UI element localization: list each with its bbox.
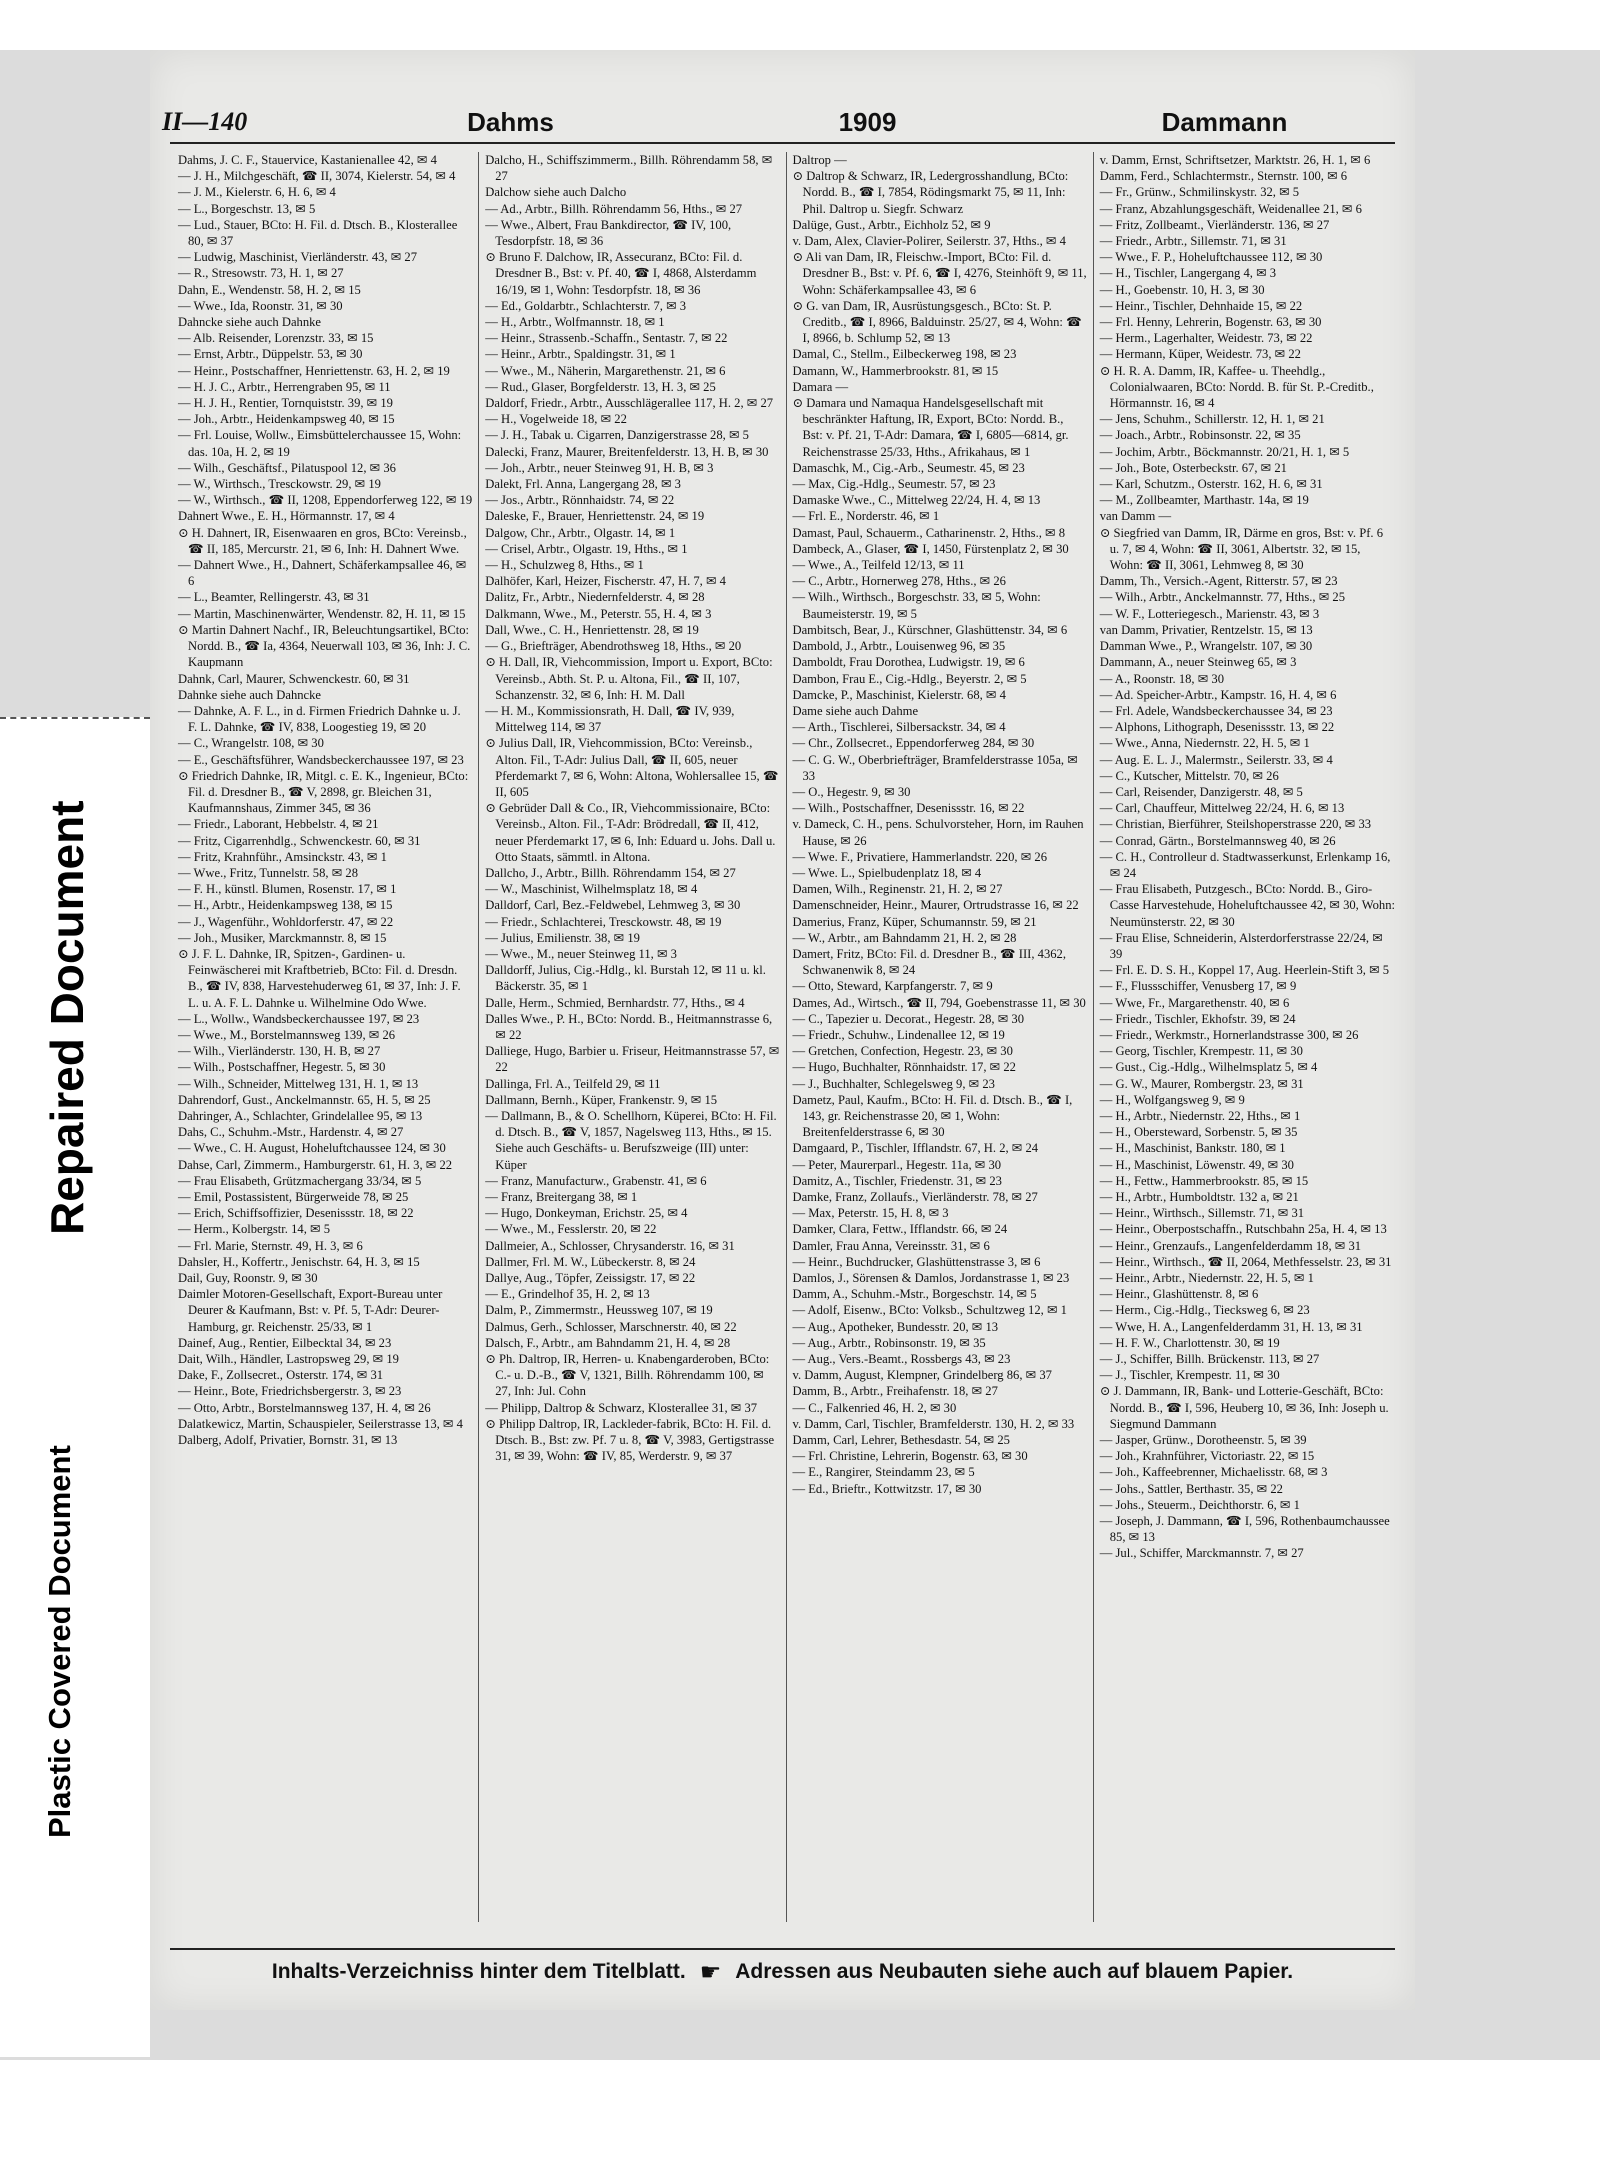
directory-entry: — Johs., Sattler, Berthastr. 35, ✉ 22: [1099, 1481, 1283, 1496]
directory-entry: — G. W., Maurer, Rombergstr. 23, ✉ 31: [1099, 1076, 1304, 1091]
directory-entry: Dallmeier, A., Schlosser, Chrysanderstr. 16, ✉ 31: [485, 1238, 735, 1253]
directory-entry: — E., Geschäftsführer, Wandsbeckerchaussee 197, ✉ 23: [178, 752, 464, 767]
directory-entry: Daimler Motoren-Gesellschaft, Export-Bureau unter Deurer & Kaufmann, Bst: v. Pf. 5, T-Adr: Deurer-Hamburg, gr. Reichenstr. 25/33, ✉ 1: [178, 1287, 443, 1334]
page-header: [162, 102, 1403, 142]
directory-entry: — Jos., Arbtr., Rönnhaidstr. 74, ✉ 22: [485, 493, 675, 508]
directory-entry: — C. G. W., Oberbriefträger, Bramfelderstrasse 105a, ✉ 33: [792, 752, 1078, 783]
column-1: [172, 152, 479, 1922]
directory-entry: — Joh., Arbtr., Heidenkampsweg 40, ✉ 15: [178, 412, 395, 427]
directory-entry: Damker, Clara, Fettw., Ifflandstr. 66, ✉ 24: [792, 1222, 1008, 1237]
directory-entry: — Wwe., M., Fesslerstr. 20, ✉ 22: [485, 1222, 657, 1237]
directory-entry: — Wwe., Albert, Frau Bankdirector, ☎ IV, 100, Tesdorpfstr. 18, ✉ 36: [485, 217, 732, 249]
directory-entry: — Friedr., Schuhw., Lindenallee 12, ✉ 19: [792, 1027, 1005, 1042]
directory-entry: — Friedr., Werkmstr., Hornerlandstrasse 300, ✉ 26: [1099, 1027, 1359, 1042]
header-rule: [170, 142, 1395, 144]
directory-entry: — Alb. Reisender, Lorenzstr. 33, ✉ 15: [178, 331, 374, 346]
directory-entry: — Joh., Bote, Osterbeckstr. 67, ✉ 21: [1099, 460, 1287, 475]
directory-entry: ⊙ Ph. Daltrop, IR, Herren- u. Knabengarderoben, BCto: C.- u. D.-B., ☎ V, 1321, Billh. Röhrendamm 100, ✉ 27, Inh: Jul. Cohn: [485, 1352, 770, 1399]
directory-entry: Damm, Th., Versich.-Agent, Ritterstr. 57, ✉ 23: [1099, 574, 1338, 589]
directory-entry: ⊙ G. van Dam, IR, Ausrüstungsgesch., BCto: St. P. Creditb., ☎ I, 8966, Balduinstr. 25/27, ✉ 4, Wohn: ☎ I, 8966, b. Schlump 52, ✉ 13: [792, 298, 1082, 346]
directory-entry: — Max, Peterstr. 15, H. 8, ✉ 3: [792, 1206, 949, 1221]
directory-entry: Dalhöfer, Karl, Heizer, Fischerstr. 47, H. 7, ✉ 4: [485, 574, 726, 589]
directory-entry: — Hugo, Buchhalter, Rönnhaidstr. 17, ✉ 22: [792, 1060, 1016, 1075]
directory-entry: — Heinr., Buchdrucker, Glashüttenstrasse 3, ✉ 6: [792, 1254, 1041, 1269]
directory-entry: Dallcho, J., Arbtr., Billh. Röhrendamm 154, ✉ 27: [485, 865, 736, 880]
directory-entry: — Heinr., Postschaffner, Henriettenstr. 63, H. 2, ✉ 19: [178, 363, 450, 378]
directory-entry: Dainef, Aug., Rentier, Eilbecktal 34, ✉ 23: [178, 1335, 392, 1350]
directory-entry: v. Damm, Ernst, Schriftsetzer, Marktstr. 26, H. 1, ✉ 6: [1099, 153, 1371, 167]
directory-entry: Damal, C., Stellm., Eilbeckerweg 198, ✉ 23: [792, 347, 1017, 362]
directory-entry: Damenschneider, Heinr., Maurer, Ortrudstrasse 16, ✉ 22: [792, 898, 1079, 913]
header-year: 1909: [838, 106, 897, 137]
directory-entry: ⊙ Gebrüder Dall & Co., IR, Viehcommissionaire, BCto: Vereinsb., Alton. Fil., T-Adr: Brödredall, ☎ II, 412, neuer Pferdemarkt 17, ✉ 6, Inh: Eduard u. Johs. Dall u. Otto Staats, sämmtl. in Altona.: [485, 801, 776, 864]
directory-entry: — Wwe, Fr., Margarethenstr. 40, ✉ 6: [1099, 995, 1290, 1010]
directory-entry: — Fritz, Krahnführ., Amsinckstr. 43, ✉ 1: [178, 849, 387, 864]
header-left-word: Dahms: [467, 106, 554, 137]
directory-entry: — L., Beamter, Rellingerstr. 43, ✉ 31: [178, 590, 370, 605]
directory-entry: — Joh., Kaffeebrenner, Michaelisstr. 68, ✉ 3: [1099, 1465, 1328, 1480]
directory-entry: — Gretchen, Confection, Hegestr. 23, ✉ 30: [792, 1044, 1013, 1059]
page-number: II—140: [162, 107, 248, 136]
directory-entry: Damler, Frau Anna, Vereinsstr. 31, ✉ 6: [792, 1238, 990, 1253]
directory-entry: — Gust., Cig.-Hdlg., Wilhelmsplatz 5, ✉ 4: [1099, 1060, 1318, 1075]
directory-entry: — G., Briefträger, Abendrothsweg 18, Hths., ✉ 20: [485, 639, 742, 654]
directory-entry: Damm, Ferd., Schlachtermstr., Sternstr. 100, ✉ 6: [1099, 169, 1348, 184]
directory-entry: — W., Arbtr., am Bahndamm 21, H. 2, ✉ 28: [792, 930, 1017, 945]
directory-entry: — R., Stresowstr. 73, H. 1, ✉ 27: [178, 266, 344, 281]
directory-entry: — Otto, Steward, Karpfangerstr. 7, ✉ 9: [792, 979, 993, 994]
directory-entry: — H., Maschinist, Löwenstr. 49, ✉ 30: [1099, 1157, 1294, 1172]
directory-entry: — F. H., künstl. Blumen, Rosenstr. 17, ✉ 1: [178, 882, 397, 897]
directory-entry: Dalitz, Fr., Arbtr., Niedernfelderstr. 4, ✉ 28: [485, 590, 705, 605]
directory-entry: — Herm., Kolbergstr. 14, ✉ 5: [178, 1222, 330, 1237]
directory-entry: — Max, Cig.-Hdlg., Seumestr. 57, ✉ 23: [792, 477, 996, 492]
directory-entry: van Damm, Privatier, Rentzelstr. 15, ✉ 13: [1099, 622, 1313, 637]
directory-entry: Dallye, Aug., Töpfer, Zeissigstr. 17, ✉ 22: [485, 1271, 696, 1286]
directory-entry: ⊙ Philipp Daltrop, IR, Lackleder-fabrik, BCto: H. Fil. d. Dtsch. B., Bst: zw. Pf. 7 u. 8, ☎ V, 3983, Gertigstrasse 31, ✉ 39, Wohn: ☎ IV, 85, Werderstr. 9, ✉ 37: [485, 1416, 775, 1464]
footer-address-note: Adressen aus Neubauten siehe auch auf blauem Papier.: [735, 1960, 1294, 1983]
directory-entry: — Arth., Tischlerei, Silbersackstr. 34, ✉ 4: [792, 720, 1006, 735]
directory-entry: — Heinr., Strassenb.-Schaffn., Sentastr. 7, ✉ 22: [485, 331, 728, 346]
directory-page: [150, 50, 1415, 2010]
directory-entry: — Frl. Adele, Wandsbeckerchaussee 34, ✉ 23: [1099, 703, 1333, 718]
directory-entry: Dalles Wwe., P. H., BCto: Nordd. B., Heitmannstrasse 6, ✉ 22: [485, 1011, 773, 1042]
directory-entry: Dahms, J. C. F., Stauervice, Kastanienallee 42, ✉ 4: [178, 153, 437, 167]
directory-entry: — Fritz, Zollbeamt., Vierländerstr. 136, ✉ 27: [1099, 217, 1330, 232]
directory-entry: — Lud., Stauer, BCto: H. Fil. d. Dtsch. B., Klosterallee 80, ✉ 37: [178, 217, 458, 249]
directory-entry: — Ad., Arbtr., Billh. Röhrendamm 56, Hths., ✉ 27: [485, 201, 743, 216]
directory-entry: — Ernst, Arbtr., Düppelstr. 53, ✉ 30: [178, 347, 363, 362]
directory-entry: — Peter, Maurerparl., Hegestr. 11a, ✉ 30: [792, 1157, 1002, 1172]
directory-entry: — Jul., Schiffer, Marckmannstr. 7, ✉ 27: [1099, 1546, 1304, 1561]
directory-entry: — C., Arbtr., Hornerweg 278, Hths., ✉ 26: [792, 574, 1006, 589]
plastic-covered-document-label: Plastic Covered Document: [42, 1445, 77, 1838]
directory-entry: — Heinr., Tischler, Dehnhaide 15, ✉ 22: [1099, 298, 1303, 313]
directory-entry: — J., Wagenführ., Wohldorferstr. 47, ✉ 22: [178, 914, 394, 929]
directory-entry: — Philipp, Daltrop & Schwarz, Klosterallee 31, ✉ 37: [485, 1400, 758, 1415]
directory-entry: — C., Falkenried 46, H. 2, ✉ 30: [792, 1400, 957, 1415]
directory-entry: Damman Wwe., P., Wrangelstr. 107, ✉ 30: [1099, 639, 1313, 654]
directory-entry: Damm, B., Arbtr., Freihafenstr. 18, ✉ 27: [792, 1384, 998, 1399]
directory-entry: — Carl, Reisender, Danzigerstr. 48, ✉ 5: [1099, 784, 1303, 799]
directory-entry: Daleske, F., Brauer, Henriettenstr. 24, ✉ 19: [485, 509, 705, 524]
directory-entry: ⊙ J. F. L. Dahnke, IR, Spitzen-, Gardinen- u. Feinwäscherei mit Kraftbetrieb, BCto: Fil. d. Dresdn. B., ☎ IV, 838, Harvestehuderweg 61, ✉ 37, Inh: J. F. L. u. A. F. L. Dahnke u. Wilhelmine Odo Wwe.: [178, 946, 461, 1010]
directory-entry: Dahnert Wwe., E. H., Hörmannstr. 17, ✉ 4: [178, 509, 395, 524]
directory-entry: — Heinr., Wirthsch., Sillemstr. 71, ✉ 31: [1099, 1206, 1305, 1221]
directory-entry: — Wwe., Ida, Roonstr. 31, ✉ 30: [178, 298, 343, 313]
directory-entry: Dahringer, A., Schlachter, Grindelallee 95, ✉ 13: [178, 1108, 423, 1123]
directory-entry: — Wwe., Anna, Niedernstr. 22, H. 5, ✉ 1: [1099, 736, 1310, 751]
column-2: [479, 152, 786, 1922]
directory-entry: — Aug. E. L. J., Malermstr., Seilerstr. 33, ✉ 4: [1099, 752, 1333, 767]
directory-entry: — Wilh., Postschaffner, Hegestr. 5, ✉ 30: [178, 1060, 386, 1075]
directory-entry: — Friedr., Schlachterei, Tresckowstr. 48, ✉ 19: [485, 914, 722, 929]
directory-entry: — Aug., Vers.-Beamt., Rossbergs 43, ✉ 23: [792, 1352, 1011, 1367]
directory-entry: — Jasper, Grünw., Dorotheenstr. 5, ✉ 39: [1099, 1433, 1307, 1448]
directory-entry: — H., Arbtr., Heidenkampsweg 138, ✉ 15: [178, 898, 393, 913]
directory-entry: — Joh., Krahnführer, Victoriastr. 22, ✉ 15: [1099, 1449, 1315, 1464]
directory-entry: — Friedr., Arbtr., Sillemstr. 71, ✉ 31: [1099, 234, 1287, 249]
directory-entry: Dahn, E., Wendenstr. 58, H. 2, ✉ 15: [178, 282, 361, 297]
column-3: [787, 152, 1094, 1922]
directory-entry: — Fritz, Cigarrenhdlg., Schwenckestr. 60, ✉ 31: [178, 833, 421, 848]
directory-entry: — Wwe., M., Borstelmannsweg 139, ✉ 26: [178, 1027, 396, 1042]
header-right-word: Dammann: [1161, 106, 1288, 137]
directory-entry: — Chr., Zollsecret., Eppendorferweg 284, ✉ 30: [792, 736, 1035, 751]
directory-entry: — Herm., Lagerhalter, Weidestr. 73, ✉ 22: [1099, 331, 1313, 346]
directory-entry: ⊙ Ali van Dam, IR, Fleischw.-Import, BCto: Fil. d. Dresdner B., Bst: v. Pf. 6, ☎ I, 4276, Steinhöft 9, ✉ 11, Wohn: Schäferkampsallee 43, ✉ 6: [792, 250, 1087, 297]
directory-entry: ⊙ Julius Dall, IR, Viehcommission, BCto: Vereinsb., Alton. Fil., T-Adr: Julius Dall, ☎ II, 605, neuer Pferdemarkt 7, ✉ 6, Wohn: Altona, Wohlersallee 15, ☎ II, 605: [485, 736, 779, 799]
footer-index-note: Inhalts-Verzeichniss hinter dem Titelblatt.: [271, 1960, 686, 1983]
directory-entry: — H., Arbtr., Wolfmannstr. 18, ✉ 1: [485, 315, 665, 330]
directory-entry: Dalmus, Gerh., Schlosser, Marschnerstr. 40, ✉ 22: [485, 1319, 737, 1334]
directory-entry: Dallmann, Bernh., Küper, Frankenstr. 9, ✉ 15: [485, 1092, 718, 1107]
directory-entry: Damlos, J., Sörensen & Damlos, Jordanstrasse 1, ✉ 23: [792, 1271, 1070, 1286]
directory-entry: Dahse, Carl, Zimmerm., Hamburgerstr. 61, H. 3, ✉ 22: [178, 1157, 453, 1172]
directory-entry: ⊙ Bruno F. Dalchow, IR, Assecuranz, BCto: Fil. d. Dresdner B., Bst: v. Pf. 40, ☎ I, 4868, Alsterdamm 16/19, ✉ 1, Wohn: Tesdorpfstr. 18, ✉ 36: [485, 250, 757, 297]
directory-entry: — Aug., Arbtr., Robinsonstr. 19, ✉ 35: [792, 1335, 986, 1350]
directory-entry: Dahnke siehe auch Dahncke: [178, 687, 322, 702]
directory-entry: van Damm —: [1099, 509, 1172, 524]
directory-entry: — L., Borgeschstr. 13, ✉ 5: [178, 201, 316, 216]
directory-entry: Dambitsch, Bear, J., Kürschner, Glashüttenstr. 34, ✉ 6: [792, 622, 1068, 637]
directory-entry: — Otto, Arbtr., Borstelmannsweg 137, H. 4, ✉ 26: [178, 1400, 431, 1415]
directory-entry: — Ed., Goldarbtr., Schlachterstr. 7, ✉ 3: [485, 298, 687, 313]
directory-entry: v. Damm, Carl, Tischler, Bramfelderstr. 130, H. 2, ✉ 33: [792, 1416, 1075, 1431]
directory-entry: Dallmer, Frl. M. W., Lübeckerstr. 8, ✉ 24: [485, 1254, 696, 1269]
directory-entry: Dambon, Frau E., Cig.-Hdlg., Beyerstr. 2, ✉ 5: [792, 671, 1027, 686]
directory-entry: Dahnk, Carl, Maurer, Schwenckestr. 60, ✉ 31: [178, 671, 410, 686]
directory-entry: — Ed., Brieftr., Kottwitzstr. 17, ✉ 30: [792, 1481, 982, 1496]
directory-entry: Damen, Wilh., Reginenstr. 21, H. 2, ✉ 27: [792, 882, 1003, 897]
directory-entry: — Dallmann, B., & O. Schellhorn, Küperei, BCto: H. Fil. d. Dtsch. B., ☎ V, 1857, Nagelsweg 113, Hths., ✉ 15. Siehe auch Geschäfts- u. Berufszweige (III) unter: Küper: [485, 1108, 777, 1172]
directory-entry: — Franz, Abzahlungsgeschäft, Weidenallee 21, ✉ 6: [1099, 201, 1362, 216]
directory-entry: Dahsler, H., Koffertr., Jenischstr. 64, H. 3, ✉ 15: [178, 1254, 420, 1269]
directory-entry: — Joseph, J. Dammann, ☎ I, 596, Rothenbaumchaussee 85, ✉ 13: [1099, 1514, 1390, 1545]
directory-entry: — Georg, Tischler, Krempestr. 11, ✉ 30: [1099, 1044, 1303, 1059]
directory-entry: — Frau Elisabeth, Putzgesch., BCto: Nordd. B., Giro-Casse Harvestehude, Hoheluftchaussee 42, ✉ 30, Wohn: Neumünsterstr. 22, ✉ 30: [1099, 882, 1396, 929]
directory-entry: — Heinr., Arbtr., Niedernstr. 22, H. 5, ✉ 1: [1099, 1271, 1314, 1286]
directory-entry: — H. J. C., Arbtr., Herrengraben 95, ✉ 11: [178, 379, 391, 394]
directory-entry: — Wwe., Fritz, Tunnelstr. 58, ✉ 28: [178, 865, 358, 880]
directory-entry: — M., Zollbeamter, Marthastr. 14a, ✉ 19: [1099, 493, 1309, 508]
directory-entry: Dait, Wilh., Händler, Lastropsweg 29, ✉ 19: [178, 1352, 399, 1367]
directory-entry: — C., Kutscher, Mittelstr. 70, ✉ 26: [1099, 768, 1279, 783]
footer-rule: [170, 1948, 1395, 1950]
directory-entry: ⊙ H. Dall, IR, Viehcommission, Import u. Export, BCto: Vereinsb., Abth. St. P. u. Altona, Fil., ☎ II, 107, Schanzenstr. 32, ✉ 6, Inh: H. M. Dall: [485, 655, 773, 702]
directory-entry: Dall, Wwe., C. H., Henriettenstr. 28, ✉ 19: [485, 622, 699, 637]
directory-entry: — H., Tischler, Langergang 4, ✉ 3: [1099, 266, 1277, 281]
directory-entry: — Joach., Arbtr., Robinsonstr. 22, ✉ 35: [1099, 428, 1301, 443]
directory-entry: ⊙ Daltrop & Schwarz, IR, Ledergrosshandlung, BCto: Nordd. B., ☎ I, 7854, Rödingsmarkt 75, ✉ 11, Inh: Phil. Daltrop u. Siegfr. Schwarz: [792, 169, 1069, 216]
directory-entry: ⊙ Siegfried van Damm, IR, Därme en gros, Bst: v. Pf. 6 u. 7, ✉ 4, Wohn: ☎ II, 3061, Albertstr. 32, ✉ 15, Wohn: ☎ II, 3061, Lehmweg 8, ✉ 30: [1099, 525, 1384, 573]
directory-entry: — L., Wollw., Wandsbeckerchaussee 197, ✉ 23: [178, 1011, 420, 1026]
directory-entry: Dahs, C., Schuhm.-Mstr., Hardenstr. 4, ✉ 27: [178, 1125, 404, 1140]
directory-entry: v. Damm, August, Klempner, Grindelberg 86, ✉ 37: [792, 1368, 1052, 1383]
directory-entry: Dambeck, A., Glaser, ☎ I, 1450, Fürstenplatz 2, ✉ 30: [792, 541, 1069, 556]
column-4: [1094, 152, 1401, 1922]
directory-entry: Dalatkewicz, Martin, Schauspieler, Seilerstrasse 13, ✉ 4: [178, 1416, 463, 1431]
entry-columns: [172, 152, 1401, 1922]
directory-entry: — Martin, Maschinenwärter, Wendenstr. 82, H. 11, ✉ 15: [178, 606, 466, 621]
directory-entry: Damaschk, M., Cig.-Arb., Seumestr. 45, ✉ 23: [792, 460, 1025, 475]
directory-entry: — W., Maschinist, Wilhelmsplatz 18, ✉ 4: [485, 882, 698, 897]
page-footer: [170, 1955, 1395, 1989]
directory-entry: — Frau Elise, Schneiderin, Alsterdorferstrasse 22/24, ✉ 39: [1099, 930, 1383, 961]
directory-entry: — E., Grindelhof 35, H. 2, ✉ 13: [485, 1287, 650, 1302]
directory-entry: — Emil, Postassistent, Bürgerweide 78, ✉ 25: [178, 1190, 409, 1204]
directory-entry: Dahncke siehe auch Dahnke: [178, 315, 322, 330]
directory-entry: — Wwe., F. P., Hoheluftchaussee 112, ✉ 30: [1099, 250, 1323, 265]
directory-entry: Dalüge, Gust., Arbtr., Eichholz 52, ✉ 9: [792, 217, 991, 232]
directory-entry: — Karl, Schutzm., Osterstr. 162, H. 6, ✉ 31: [1099, 477, 1323, 492]
cut-line: [0, 717, 150, 719]
directory-entry: ⊙ Damara und Namaqua Handelsgesellschaft mit beschränkter Haftung, IR, Export, BCto: Nordd. B., Bst: v. Pf. 21, T-Adr: Damara, ☎ I, 6805—6814, gr. Reichenstrasse 25/33, Hths., Afrikahaus, ✉ 1: [792, 396, 1069, 459]
directory-entry: — Erich, Schiffsoffizier, Desenissstr. 18, ✉ 22: [178, 1206, 414, 1221]
directory-entry: Damerius, Franz, Küper, Schumannstr. 59, ✉ 21: [792, 914, 1037, 929]
directory-entry: Dalsch, F., Arbtr., am Bahndamm 21, H. 4, ✉ 28: [485, 1335, 731, 1350]
directory-entry: ⊙ H. Dahnert, IR, Eisenwaaren en gros, BCto: Vereinsb., ☎ II, 185, Mercurstr. 21, ✉ 6, Inh: H. Dahnert Wwe.: [178, 525, 467, 556]
directory-entry: — J., Schiffer, Billh. Brückenstr. 113, ✉ 27: [1099, 1352, 1320, 1367]
directory-entry: Dallinga, Frl. A., Teilfeld 29, ✉ 11: [485, 1076, 661, 1091]
directory-entry: Dalliege, Hugo, Barbier u. Friseur, Heitmannstrasse 57, ✉ 22: [485, 1044, 780, 1075]
directory-entry: — Jens, Schuhm., Schillerstr. 12, H. 1, ✉ 21: [1099, 412, 1325, 427]
directory-entry: — H. J. H., Rentier, Tornquiststr. 39, ✉ 19: [178, 396, 393, 411]
directory-entry: Dames, Ad., Wirtsch., ☎ II, 794, Goebenstrasse 11, ✉ 30: [792, 995, 1086, 1010]
directory-entry: — Conrad, Gärtn., Borstelmannsweg 40, ✉ 26: [1099, 833, 1336, 848]
directory-entry: — Wwe., A., Teilfeld 12/13, ✉ 11: [792, 558, 965, 573]
directory-entry: — J. H., Milchgeschäft, ☎ II, 3074, Kielerstr. 54, ✉ 4: [178, 169, 456, 184]
directory-entry: — Joh., Arbtr., neuer Steinweg 91, H. B, ✉ 3: [485, 460, 714, 475]
directory-entry: — Heinr., Oberpostschaffn., Rutschbahn 25a, H. 4, ✉ 13: [1099, 1222, 1387, 1237]
directory-entry: — Dahnert Wwe., H., Dahnert, Schäferkampsallee 46, ✉ 6: [178, 558, 467, 589]
directory-entry: — Wilh., Wirthsch., Borgeschstr. 33, ✉ 5, Wohn: Baumeisterstr. 19, ✉ 5: [792, 590, 1041, 621]
directory-entry: — Wwe., C. H. August, Hoheluftchaussee 124, ✉ 30: [178, 1141, 446, 1156]
directory-entry: — A., Roonstr. 18, ✉ 30: [1099, 671, 1225, 686]
directory-entry: — H., Fettw., Hammerbrookstr. 85, ✉ 15: [1099, 1173, 1309, 1188]
directory-entry: — H., Maschinist, Bankstr. 180, ✉ 1: [1099, 1141, 1286, 1156]
directory-entry: — Frl. Louise, Wollw., Eimsbüttelerchaussee 15, Wohn: das. 10a, H. 2, ✉ 19: [178, 428, 462, 459]
directory-entry: — Frl. Henny, Lehrerin, Bogenstr. 63, ✉ 30: [1099, 315, 1322, 330]
directory-entry: — Joh., Musiker, Marckmannstr. 8, ✉ 15: [178, 930, 387, 945]
directory-entry: Damke, Franz, Zollaufs., Vierländerstr. 78, ✉ 27: [792, 1190, 1038, 1204]
directory-entry: — W. F., Lotteriegesch., Marienstr. 43, ✉ 3: [1099, 606, 1320, 621]
directory-entry: — Herm., Cig.-Hdlg., Tiecksweg 6, ✉ 23: [1099, 1303, 1310, 1318]
directory-entry: — Heinr., Bote, Friedrichsbergerstr. 3, ✉ 23: [178, 1384, 402, 1399]
directory-entry: — F., Flussschiffer, Venusberg 17, ✉ 9: [1099, 979, 1297, 994]
directory-entry: — H. F. W., Charlottenstr. 30, ✉ 19: [1099, 1335, 1280, 1350]
directory-entry: — Heinr., Glashüttenstr. 8, ✉ 6: [1099, 1287, 1259, 1302]
directory-entry: Damann, W., Hammerbrookstr. 81, ✉ 15: [792, 363, 999, 378]
directory-entry: — W., Wirthsch., ☎ II, 1208, Eppendorferweg 122, ✉ 19: [178, 493, 473, 508]
directory-entry: Dahrendorf, Gust., Anckelmannstr. 65, H. 5, ✉ 25: [178, 1092, 431, 1107]
directory-entry: — Wilh., Postschaffner, Desenissstr. 16, ✉ 22: [792, 801, 1025, 816]
directory-entry: — H., Goebenstr. 10, H. 3, ✉ 30: [1099, 282, 1265, 297]
directory-entry: — Friedr., Tischler, Ekhofstr. 39, ✉ 24: [1099, 1011, 1296, 1026]
directory-entry: — H., Arbtr., Niedernstr. 22, Hths., ✉ 1: [1099, 1108, 1301, 1123]
directory-entry: — Heinr., Wirthsch., ☎ II, 2064, Methfesselstr. 23, ✉ 31: [1099, 1254, 1392, 1269]
directory-entry: — Jochim, Arbtr., Böckmannstr. 20/21, H. 1, ✉ 5: [1099, 444, 1350, 459]
directory-entry: — Fr., Grünw., Schmilinskystr. 32, ✉ 5: [1099, 185, 1300, 200]
directory-entry: — Wwe. F., Privatiere, Hammerlandstr. 220, ✉ 26: [792, 849, 1047, 864]
directory-entry: — Wilh., Arbtr., Anckelmannstr. 77, Hths., ✉ 25: [1099, 590, 1345, 605]
directory-entry: — Crisel, Arbtr., Olgastr. 19, Hths., ✉ 1: [485, 541, 688, 556]
directory-entry: Damitz, A., Tischler, Friedenstr. 31, ✉ 23: [792, 1173, 1002, 1188]
directory-entry: Dake, F., Zollsecret., Osterstr. 174, ✉ 31: [178, 1368, 384, 1383]
directory-entry: Damm, Carl, Lehrer, Bethesdastr. 54, ✉ 25: [792, 1433, 1010, 1448]
directory-entry: — C., Tapezier u. Decorat., Hegestr. 28, ✉ 30: [792, 1011, 1025, 1026]
directory-entry: — H., Obersteward, Sorbenstr. 5, ✉ 35: [1099, 1125, 1298, 1140]
directory-entry: — Christian, Bierführer, Steilshoperstrasse 220, ✉ 33: [1099, 817, 1372, 832]
directory-entry: — Johs., Steuerm., Deichthorstr. 6, ✉ 1: [1099, 1497, 1300, 1512]
directory-entry: — H. M., Kommissionsrath, H. Dall, ☎ IV, 939, Mittelweg 114, ✉ 37: [485, 703, 735, 735]
directory-entry: Damaske Wwe., C., Mittelweg 22/24, H. 4, ✉ 13: [792, 493, 1041, 508]
directory-entry: — Wwe. L., Spielbudenplatz 18, ✉ 4: [792, 865, 982, 880]
directory-entry: — J. H., Tabak u. Cigarren, Danzigerstrasse 28, ✉ 5: [485, 428, 749, 443]
directory-entry: Dametz, Paul, Kaufm., BCto: H. Fil. d. Dtsch. B., ☎ I, 143, gr. Reichenstrasse 20, ✉ 1, Wohn: Breitenfelderstrasse 6, ✉ 30: [792, 1092, 1073, 1140]
directory-entry: Dail, Guy, Roonstr. 9, ✉ 30: [178, 1271, 318, 1286]
directory-entry: Dalle, Herm., Schmied, Bernhardstr. 77, Hths., ✉ 4: [485, 995, 745, 1010]
directory-entry: Daltrop —: [792, 153, 847, 167]
directory-entry: — W., Wirthsch., Tresckowstr. 29, ✉ 19: [178, 477, 381, 492]
directory-entry: — H., Wolfgangsweg 9, ✉ 9: [1099, 1092, 1245, 1107]
directory-entry: Dalecki, Franz, Maurer, Breitenfelderstr. 13, H. B, ✉ 30: [485, 444, 769, 459]
repaired-document-label: Repaired Document: [41, 800, 93, 1235]
directory-entry: — Adolf, Eisenw., BCto: Volksb., Schultzweg 12, ✉ 1: [792, 1303, 1067, 1318]
directory-entry: — Wilh., Geschäftsf., Pilatuspool 12, ✉ 36: [178, 460, 396, 475]
directory-entry: ⊙ Martin Dahnert Nachf., IR, Beleuchtungsartikel, BCto: Nordd. B., ☎ Ia, 4364, Neuerwall 103, ✉ 36, Inh: J. C. Kaupmann: [178, 622, 471, 670]
directory-entry: Dalchow siehe auch Dalcho: [485, 185, 627, 200]
directory-entry: — Franz, Breitergang 38, ✉ 1: [485, 1190, 638, 1204]
directory-entry: — Frl. E., Norderstr. 46, ✉ 1: [792, 509, 940, 524]
directory-entry: — E., Rangirer, Steindamm 23, ✉ 5: [792, 1465, 975, 1480]
directory-entry: v. Dam, Alex, Clavier-Polirer, Seilerstr. 37, Hths., ✉ 4: [792, 234, 1066, 249]
directory-entry: — Franz, Manufacturw., Grabenstr. 41, ✉ 6: [485, 1173, 707, 1188]
directory-entry: — O., Hegestr. 9, ✉ 30: [792, 784, 911, 799]
directory-entry: — J., Buchhalter, Schlegelsweg 9, ✉ 23: [792, 1076, 995, 1091]
directory-entry: Dalcho, H., Schiffszimmerm., Billh. Röhrendamm 58, ✉ 27: [485, 153, 773, 184]
directory-entry: — Wilh., Vierländerstr. 130, H. B, ✉ 27: [178, 1044, 381, 1059]
directory-entry: Damm, A., Schuhm.-Mstr., Borgeschstr. 14, ✉ 5: [792, 1287, 1037, 1302]
directory-entry: ⊙ H. R. A. Damm, IR, Kaffee- u. Theehdlg., Colonialwaaren, BCto: Nordd. B. für St. P.-Creditb., Hörmannstr. 16, ✉ 4: [1099, 363, 1374, 411]
directory-entry: — Wwe., M., neuer Steinweg 11, ✉ 3: [485, 946, 677, 961]
directory-entry: — Hugo, Donkeyman, Erichstr. 25, ✉ 4: [485, 1206, 688, 1221]
directory-entry: Damgaard, P., Tischler, Ifflandstr. 67, H. 2, ✉ 24: [792, 1141, 1039, 1156]
directory-entry: — Carl, Chauffeur, Mittelweg 22/24, H. 6, ✉ 13: [1099, 801, 1345, 816]
directory-entry: ⊙ J. Dammann, IR, Bank- und Lotterie-Geschäft, BCto: Nordd. B., ☎ I, 596, Heuberg 10, ✉ 36, Inh: Joseph u. Siegmund Dammann: [1099, 1384, 1389, 1431]
directory-entry: — J. M., Kielerstr. 6, H. 6, ✉ 4: [178, 185, 336, 200]
directory-entry: — Dahnke, A. F. L., in d. Firmen Friedrich Dahnke u. J. F. L. Dahnke, ☎ IV, 838, Loogestieg 19, ✉ 20: [178, 703, 461, 735]
directory-entry: — Frl. E. D. S. H., Koppel 17, Aug. Heerlein-Stift 3, ✉ 5: [1099, 963, 1390, 978]
directory-entry: — Frl. Christine, Lehrerin, Bogenstr. 63, ✉ 30: [792, 1449, 1028, 1464]
directory-entry: — Ludwig, Maschinist, Vierländerstr. 43, ✉ 27: [178, 250, 418, 265]
pointing-hand-icon: ☛: [699, 1958, 722, 1986]
directory-entry: — C. H., Controlleur d. Stadtwasserkunst, Erlenkamp 16, ✉ 24: [1099, 849, 1391, 880]
directory-entry: Dalgow, Chr., Arbtr., Olgastr. 14, ✉ 1: [485, 525, 676, 540]
directory-entry: Dalm, P., Zimmermstr., Heussweg 107, ✉ 19: [485, 1303, 713, 1318]
directory-entry: — Heinr., Arbtr., Spaldingstr. 31, ✉ 1: [485, 347, 676, 362]
directory-entry: ⊙ Friedrich Dahnke, IR, Mitgl. c. E. K., Ingenieur, BCto: Fil. d. Dresdner B., ☎ V, 2898, gr. Bleichen 31, Kaufmannshaus, Zimmer 345, ✉ 36: [178, 768, 469, 816]
directory-entry: — Friedr., Laborant, Hebbelstr. 4, ✉ 21: [178, 817, 379, 832]
directory-entry: — Julius, Emilienstr. 38, ✉ 19: [485, 930, 640, 945]
directory-entry: — Wwe, H. A., Langenfelderdamm 31, H. 13, ✉ 31: [1099, 1319, 1363, 1334]
directory-entry: — Alphons, Lithograph, Desenissstr. 13, ✉ 22: [1099, 720, 1335, 735]
directory-entry: Daldorf, Friedr., Arbtr., Ausschlägerallee 117, H. 2, ✉ 27: [485, 396, 774, 411]
directory-entry: — Frl. Marie, Sternstr. 49, H. 3, ✉ 6: [178, 1238, 363, 1253]
directory-entry: Dame siehe auch Dahme: [792, 703, 919, 718]
directory-entry: — Heinr., Grenzaufs., Langenfelderdamm 18, ✉ 31: [1099, 1238, 1362, 1253]
directory-entry: — H., Vogelweide 18, ✉ 22: [485, 412, 627, 427]
directory-entry: — C., Wrangelstr. 108, ✉ 30: [178, 736, 324, 751]
directory-entry: — Wilh., Schneider, Mittelweg 131, H. 1, ✉ 13: [178, 1076, 419, 1091]
directory-entry: — H., Schulzweg 8, Hths., ✉ 1: [485, 558, 644, 573]
directory-entry: Dalldorf, Carl, Bez.-Feldwebel, Lehmweg 3, ✉ 30: [485, 898, 741, 913]
directory-entry: Damboldt, Frau Dorothea, Ludwigstr. 19, ✉ 6: [792, 655, 1025, 670]
directory-entry: Damcke, P., Maschinist, Kielerstr. 68, ✉ 4: [792, 687, 1006, 702]
directory-entry: Dalldorff, Julius, Cig.-Hdlg., kl. Burstah 12, ✉ 11 u. kl. Bäckerstr. 35, ✉ 1: [485, 963, 766, 994]
directory-entry: — Frau Elisabeth, Grützmachergang 33/34, ✉ 5: [178, 1173, 422, 1188]
directory-entry: — Hermann, Küper, Weidestr. 73, ✉ 22: [1099, 347, 1301, 362]
directory-entry: Damast, Paul, Schauerm., Catharinenstr. 2, Hths., ✉ 8: [792, 525, 1066, 540]
directory-entry: Dalekt, Frl. Anna, Langergang 28, ✉ 3: [485, 477, 681, 492]
directory-entry: Dambold, J., Arbtr., Louisenweg 96, ✉ 35: [792, 639, 1006, 654]
directory-entry: — Wwe., M., Näherin, Margarethenstr. 21, ✉ 6: [485, 363, 726, 378]
directory-entry: Damert, Fritz, BCto: Fil. d. Dresdner B., ☎ III, 4362, Schwanenwik 8, ✉ 24: [792, 946, 1066, 978]
directory-entry: — Rud., Glaser, Borgfelderstr. 13, H. 3, ✉ 25: [485, 379, 716, 394]
directory-entry: Damara —: [792, 379, 849, 394]
directory-entry: Dalkmann, Wwe., M., Peterstr. 55, H. 4, ✉ 3: [485, 606, 712, 621]
directory-entry: — Ad. Speicher-Arbtr., Kampstr. 16, H. 4, ✉ 6: [1099, 687, 1337, 702]
directory-entry: Dammann, A., neuer Steinweg 65, ✉ 3: [1099, 655, 1297, 670]
directory-entry: — H., Arbtr., Humboldtstr. 132 a, ✉ 21: [1099, 1190, 1299, 1204]
directory-entry: — Aug., Apotheker, Bundesstr. 20, ✉ 13: [792, 1319, 999, 1334]
directory-entry: Dalberg, Adolf, Privatier, Bornstr. 31, ✉ 13: [178, 1433, 398, 1448]
directory-entry: v. Dameck, C. H., pens. Schulvorsteher, Horn, im Rauhen Hause, ✉ 26: [792, 817, 1084, 848]
directory-entry: — J., Tischler, Krempestr. 11, ✉ 30: [1099, 1368, 1280, 1383]
